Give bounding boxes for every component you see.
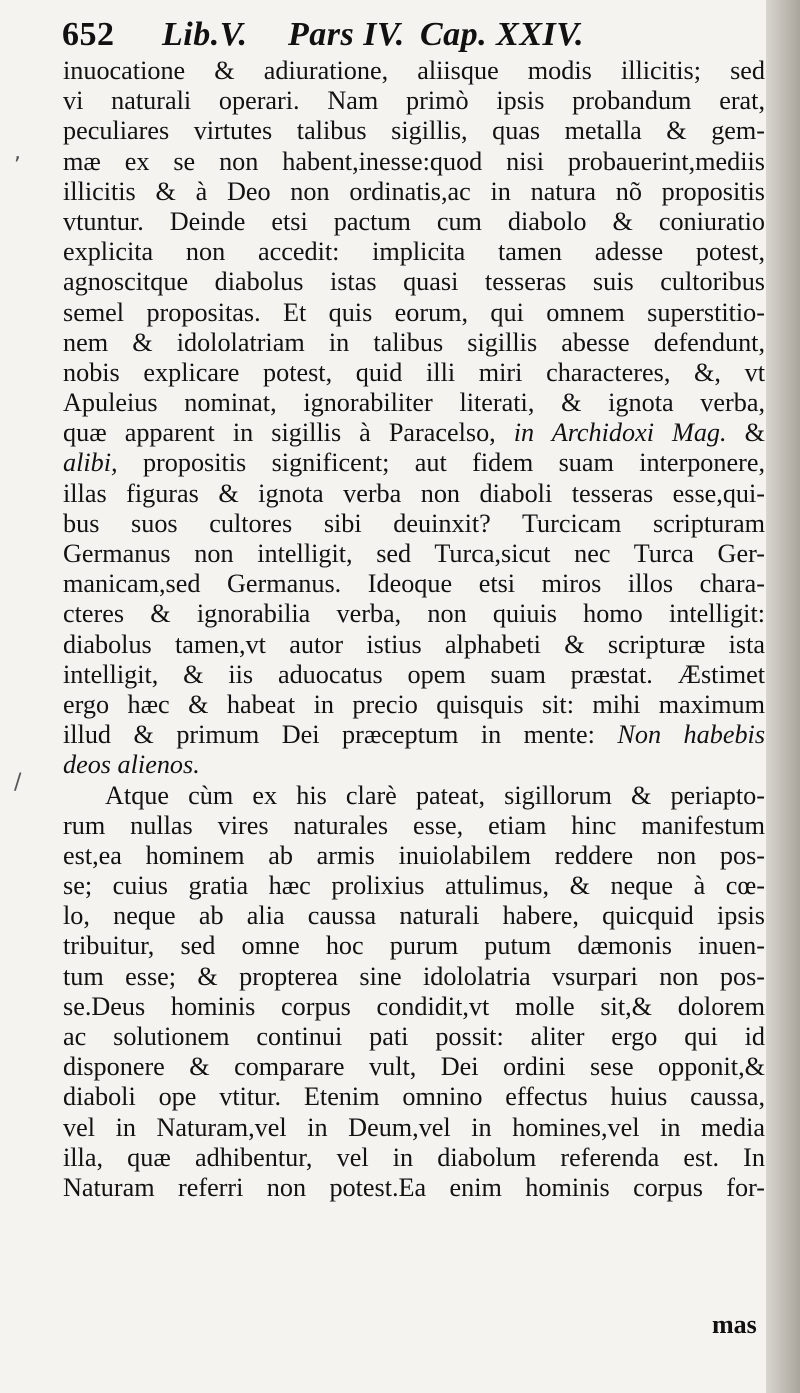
line-text: Naturam referri non potest.Ea enim hominis corpus for- <box>63 1172 765 1202</box>
text-line <box>63 1082 765 1112</box>
italic-text: alibi, <box>63 448 118 478</box>
text-line <box>63 841 765 871</box>
header-pars: Pars IV. <box>288 16 405 53</box>
line-text: tribuitur, sed omne hoc purum putum dæmonis inuen- <box>63 931 765 961</box>
text-line <box>63 1143 765 1173</box>
text-line <box>63 931 765 961</box>
text-line <box>63 901 765 931</box>
line-text: ergo hæc & habeat in precio quisquis sit: mihi maximum <box>63 689 765 719</box>
line-text: disponere & comparare vult, Dei ordini sese opponit,& <box>63 1052 765 1082</box>
italic-text: Non habebis <box>617 720 766 750</box>
line-text: intelligit, & iis aduocatus opem suam præstat. Æstimet <box>63 659 765 689</box>
line-text: rum nullas vires naturales esse, etiam hinc manifestum <box>63 810 765 840</box>
line-text: manicam,sed Germanus. Ideoque etsi miros illos chara- <box>63 569 765 599</box>
text-line <box>63 358 765 388</box>
text-line <box>63 207 765 237</box>
line-text: mæ ex se non habent,inesse:quod nisi probauerint,mediis <box>63 146 765 176</box>
text-line <box>63 1173 765 1203</box>
line-text: tum esse; & propterea sine idololatria vsurpari non pos- <box>63 961 765 991</box>
line-text: agnoscitque diabolus istas quasi tesseras suis cultoribus <box>63 267 765 297</box>
line-text: illa, quæ adhibentur, vel in diabolum referenda est. In <box>63 1142 765 1172</box>
line-text: vel in Naturam,vel in Deum,vel in homines,vel in media <box>63 1112 765 1142</box>
page-number: 652 <box>62 16 115 53</box>
line-text: Germanus non intelligit, sed Turca,sicut nec Turca Ger- <box>63 539 765 568</box>
line-text: propositis significent; aut fidem suam interponere, <box>142 448 766 478</box>
line-text: est,ea hominem ab armis inuiolabilem reddere non pos- <box>63 840 765 870</box>
text-line <box>63 147 765 177</box>
text-line <box>63 1052 765 1082</box>
line-text: bus suos cultores sibi deuinxit? Turcicam scripturam <box>63 508 765 538</box>
body-text <box>63 56 765 1203</box>
text-line <box>63 479 765 509</box>
header-cap: Cap. XXIV. <box>420 16 585 53</box>
text-line <box>63 569 765 599</box>
text-line <box>63 599 765 629</box>
text-line <box>63 237 765 267</box>
text-line <box>63 750 765 780</box>
text-line <box>63 690 765 720</box>
line-text: Apuleius nominat, ignorabiliter literati, & ignota verba, <box>63 388 765 418</box>
text-line <box>63 267 765 297</box>
text-line <box>63 781 765 811</box>
text-line <box>63 116 765 146</box>
text-line <box>63 388 765 418</box>
line-text: se.Deus hominis corpus condidit,vt molle sit,& dolorem <box>63 991 765 1021</box>
text-line <box>63 56 765 86</box>
line-text: peculiares virtutes talibus sigillis, quas metalla & gem- <box>63 116 765 146</box>
header-lib: Lib.V. <box>162 16 248 53</box>
text-line <box>63 871 765 901</box>
line-text: ac solutionem continui pati possit: aliter ergo qui id <box>63 1022 765 1051</box>
text-line <box>63 1022 765 1052</box>
margin-mark: , <box>14 140 21 165</box>
text-line <box>63 448 765 478</box>
line-text: lo, neque ab alia caussa naturali habere, quicquid ipsis <box>63 901 765 931</box>
line-text: illicitis & à Deo non ordinatis,ac in natura nõ propositis <box>63 176 765 206</box>
margin-mark: / <box>14 770 22 795</box>
line-text: nem & idololatriam in talibus sigillis abesse defendunt, <box>63 327 765 357</box>
catchword: mas <box>712 1310 757 1339</box>
text-line <box>63 539 765 569</box>
line-text: & <box>744 418 765 448</box>
text-line <box>63 328 765 358</box>
text-line <box>63 418 765 448</box>
page-edge <box>766 0 800 1393</box>
text-line <box>63 177 765 207</box>
line-text: se; cuius gratia hæc prolixius attulimus, & neque à cœ- <box>63 871 765 901</box>
italic-text: in Archidoxi Mag. <box>513 418 727 448</box>
line-text: semel propositas. Et quis eorum, qui omnem superstitio- <box>63 297 765 327</box>
italic-text: deos alienos. <box>63 750 200 780</box>
text-line <box>63 630 765 660</box>
text-line <box>63 962 765 992</box>
line-text: nobis explicare potest, quid illi miri characteres, &, vt <box>63 357 765 387</box>
line-text: illas figuras & ignota verba non diaboli tesseras esse,qui- <box>63 478 765 508</box>
text-line <box>63 992 765 1022</box>
text-line <box>63 811 765 841</box>
line-text: vi naturali operari. Nam primò ipsis probandum erat, <box>63 86 765 116</box>
text-line <box>63 660 765 690</box>
text-line <box>63 720 765 750</box>
text-line <box>63 86 765 116</box>
text-line <box>63 298 765 328</box>
line-text: cteres & ignorabilia verba, non quiuis homo intelligit: <box>63 599 765 629</box>
line-text: vtuntur. Deinde etsi pactum cum diabolo & coniuratio <box>63 206 765 236</box>
line-text: diabolus tamen,vt autor istius alphabeti & scripturæ ista <box>63 629 765 659</box>
line-text: diaboli ope vtitur. Etenim omnino effectus huius caussa, <box>63 1082 765 1112</box>
line-text: illud & primum Dei præceptum in mente: <box>63 720 595 750</box>
text-line <box>63 1113 765 1143</box>
line-text: Atque cùm ex his clarè pateat, sigillorum & periapto- <box>105 780 765 810</box>
line-text: explicita non accedit: implicita tamen adesse potest, <box>63 237 765 267</box>
line-text: quæ apparent in sigillis à Paracelso, <box>63 418 496 448</box>
text-line <box>63 509 765 539</box>
line-text: inuocatione & adiuratione, aliisque modis illicitis; sed <box>63 56 765 85</box>
